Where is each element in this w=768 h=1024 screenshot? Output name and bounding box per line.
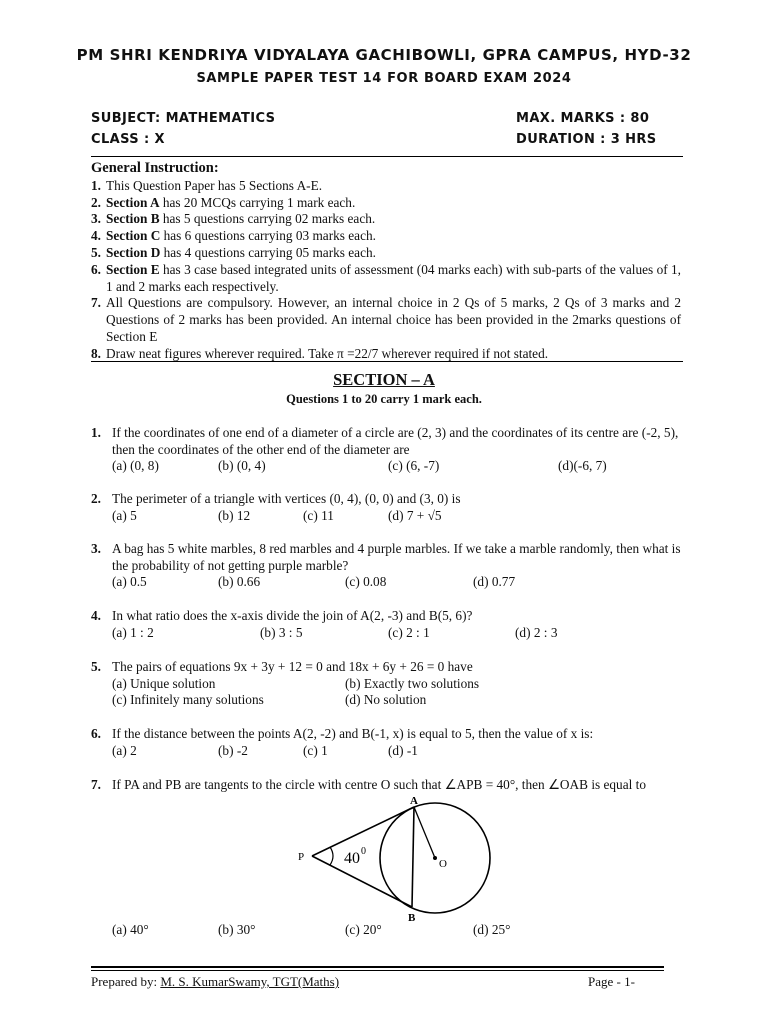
angle-arc xyxy=(330,847,333,865)
instructions-list xyxy=(91,178,681,363)
instruction-number: 8. xyxy=(91,345,101,361)
question-number: 2. xyxy=(91,491,101,506)
instruction-number: 1. xyxy=(91,177,101,193)
options xyxy=(112,625,681,642)
instruction-number: 6. xyxy=(91,261,101,277)
option-c: (c) (6, -7) xyxy=(388,458,440,473)
question-6 xyxy=(91,726,681,759)
question-text: If PA and PB are tangents to the circle with centre O such that ∠APB = 40°, then ∠OAB is equal to xyxy=(112,777,646,792)
angle-unit: 0 xyxy=(361,846,366,857)
option-b: (b) (0, 4) xyxy=(218,458,266,473)
question-7-options xyxy=(91,922,681,939)
options xyxy=(112,676,681,693)
question-text: In what ratio does the x-axis divide the join of A(2, -3) and B(5, 6)? xyxy=(112,608,473,623)
author-name: M. S. KumarSwamy, TGT(Maths) xyxy=(160,974,340,989)
instruction-number: 3. xyxy=(91,211,101,227)
instruction-body: has 3 case based integrated units of assessment (04 marks each) with sub-parts of the values of 1, 1 and 2 marks each respectively. xyxy=(106,261,681,294)
instruction-number: 4. xyxy=(91,228,101,244)
centre-point xyxy=(433,856,437,860)
instruction-item xyxy=(91,195,681,212)
option-a: (a) 40° xyxy=(112,922,149,937)
tangent-circle-figure xyxy=(290,793,500,923)
instruction-item xyxy=(91,295,681,345)
option-d: (d) 2 : 3 xyxy=(515,624,558,640)
options xyxy=(112,574,681,591)
instruction-body: Draw neat figures wherever required. Take π =22/7 wherever required if not stated. xyxy=(106,345,549,361)
instruction-number: 2. xyxy=(91,194,101,210)
instruction-section-name: Section D xyxy=(106,244,161,260)
instruction-number: 5. xyxy=(91,244,101,260)
question-text: If the distance between the points A(2, -2) and B(-1, x) is equal to 5, then the value of x is: xyxy=(112,726,594,741)
section-title: SECTION – A xyxy=(333,370,435,389)
question-number: 4. xyxy=(91,608,101,623)
instruction-text xyxy=(106,211,681,228)
angle-label: 40 xyxy=(344,850,360,867)
question-text: The perimeter of a triangle with vertices (0, 4), (0, 0) and (3, 0) is xyxy=(112,491,461,506)
label-a: A xyxy=(410,795,418,807)
option-c: (c) 11 xyxy=(303,507,334,523)
instruction-body: has 20 MCQs carrying 1 mark each. xyxy=(159,194,356,210)
option-d: (d) 25° xyxy=(473,922,511,937)
label-b: B xyxy=(408,912,416,923)
instruction-item xyxy=(91,262,681,296)
options xyxy=(112,458,681,475)
radius-oa xyxy=(414,807,435,858)
question-4 xyxy=(91,608,681,641)
school-name: PM SHRI KENDRIYA VIDYALAYA GACHIBOWLI, GPRA CAMPUS, HYD-32 xyxy=(76,46,692,64)
instructions-title: General Instruction: xyxy=(91,160,219,176)
instruction-text xyxy=(106,245,681,262)
question-2 xyxy=(91,491,681,524)
duration-label: DURATION : 3 HRS xyxy=(516,132,657,147)
instruction-text xyxy=(106,295,681,345)
question-7 xyxy=(91,777,681,794)
instruction-item xyxy=(91,211,681,228)
option-c: (c) 1 xyxy=(303,742,328,758)
instruction-text xyxy=(106,228,681,245)
instruction-body: has 6 questions carrying 03 marks each. xyxy=(160,228,376,244)
option-a: (a) 0.5 xyxy=(112,574,147,589)
option-a: (a) 5 xyxy=(112,507,137,523)
option-c: (c) 20° xyxy=(345,922,382,937)
class-label: CLASS : X xyxy=(91,132,165,147)
option-d: (d) 7 + √5 xyxy=(388,507,442,523)
question-1 xyxy=(91,425,681,475)
question-number: 6. xyxy=(91,726,101,741)
instruction-section-name: Section B xyxy=(106,211,160,227)
instruction-item xyxy=(91,178,681,195)
option-a: (a) Unique solution xyxy=(112,675,216,691)
instruction-item xyxy=(91,228,681,245)
prepared-label: Prepared by: xyxy=(91,974,161,989)
option-c: (c) 2 : 1 xyxy=(388,624,430,640)
options xyxy=(112,692,681,709)
option-c: (c) Infinitely many solutions xyxy=(112,692,264,707)
instruction-body: This Question Paper has 5 Sections A-E. xyxy=(106,177,323,193)
question-number: 1. xyxy=(91,425,101,440)
option-b: (b) 30° xyxy=(218,922,256,937)
option-b: (b) 12 xyxy=(218,507,251,523)
instruction-section-name: Section A xyxy=(106,194,160,210)
question-text: If the coordinates of one end of a diameter of a circle are (2, 3) and the coordinates of its centre are (-2, 5), then the coordinates of the other end of the diameter are xyxy=(112,425,679,457)
option-b: (b) 3 : 5 xyxy=(260,624,303,640)
option-b: (b) -2 xyxy=(218,742,248,758)
option-b: (b) Exactly two solutions xyxy=(345,675,480,691)
prepared-by xyxy=(91,974,339,990)
options xyxy=(112,922,681,939)
instruction-item xyxy=(91,245,681,262)
option-d: (d) No solution xyxy=(345,692,427,707)
option-d: (d)(-6, 7) xyxy=(558,458,607,473)
instruction-number: 7. xyxy=(91,295,101,311)
option-a: (a) (0, 8) xyxy=(112,458,159,473)
chord-ab xyxy=(412,807,414,907)
instruction-section-name: Section C xyxy=(106,228,161,244)
option-d: (d) 0.77 xyxy=(473,574,516,589)
instruction-body: has 4 questions carrying 05 marks each. xyxy=(160,244,376,260)
instruction-body: All Questions are compulsory. However, an internal choice in 2 Qs of 5 marks, 2 Qs of 3 marks and 2 Questions of 2 marks has been provided. An internal choice has been provided in the 2marks questions of Section E xyxy=(106,295,681,344)
question-text: The pairs of equations 9x + 3y + 12 = 0 and 18x + 6y + 26 = 0 have xyxy=(112,659,473,674)
tangent-pb xyxy=(312,856,412,907)
options xyxy=(112,743,681,760)
question-number: 3. xyxy=(91,541,101,556)
option-d: (d) -1 xyxy=(388,742,418,758)
footer-divider xyxy=(91,966,664,968)
question-3 xyxy=(91,541,681,591)
general-instructions xyxy=(91,160,681,363)
option-a: (a) 1 : 2 xyxy=(112,624,154,640)
option-a: (a) 2 xyxy=(112,742,137,758)
question-number: 7. xyxy=(91,777,101,792)
instruction-text xyxy=(106,178,681,195)
instruction-text xyxy=(106,262,681,296)
label-o: O xyxy=(439,858,447,870)
page-number: Page - 1- xyxy=(588,974,635,989)
instruction-section-name: Section E xyxy=(106,261,160,277)
instruction-body: has 5 questions carrying 02 marks each. xyxy=(159,211,376,227)
question-number: 5. xyxy=(91,659,101,674)
instruction-text xyxy=(106,195,681,212)
instructions-divider xyxy=(91,361,683,362)
subject-label: SUBJECT: MATHEMATICS xyxy=(91,111,276,126)
question-text: A bag has 5 white marbles, 8 red marbles and 4 purple marbles. If we take a marble randomly, then what is the probability of not getting purple marble? xyxy=(112,541,681,573)
section-subtitle: Questions 1 to 20 carry 1 mark each. xyxy=(286,392,482,406)
label-p: P xyxy=(298,851,305,863)
option-b: (b) 0.66 xyxy=(218,574,261,589)
footer-divider-thin xyxy=(91,970,664,971)
max-marks-label: MAX. MARKS : 80 xyxy=(516,111,650,126)
question-5 xyxy=(91,659,681,709)
options xyxy=(112,508,681,525)
paper-title: SAMPLE PAPER TEST 14 FOR BOARD EXAM 2024 xyxy=(196,71,572,86)
header-divider xyxy=(91,156,683,157)
option-c: (c) 0.08 xyxy=(345,574,387,589)
